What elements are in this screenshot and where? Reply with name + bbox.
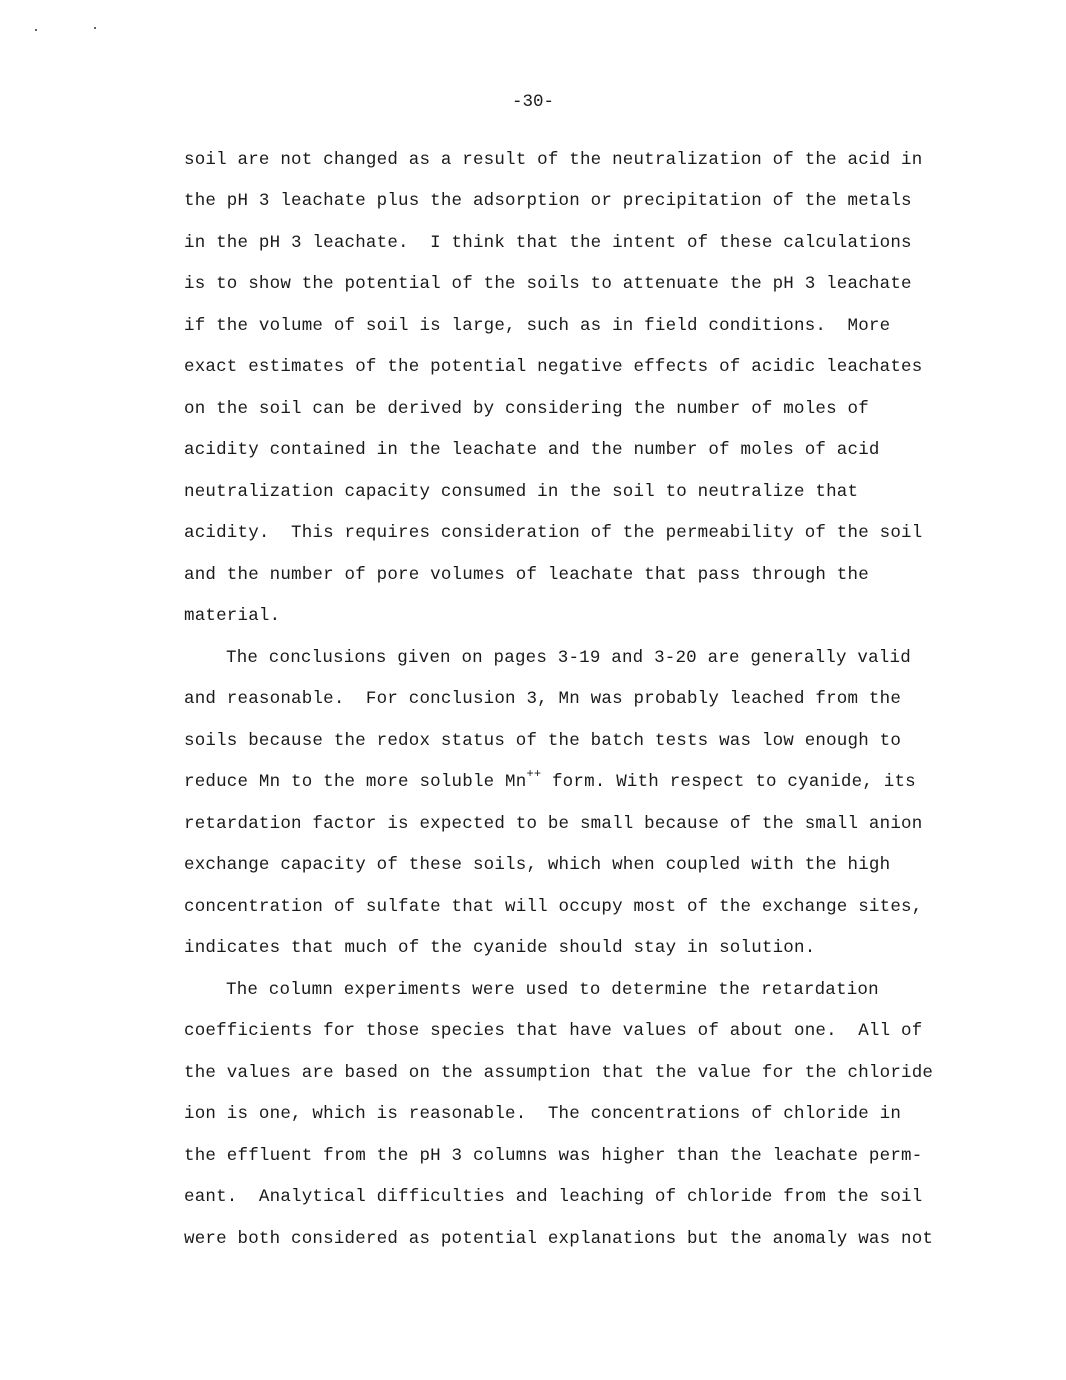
text-line: The conclusions given on pages 3-19 and 3-20 are generally valid [226,648,911,668]
text-line: neutralization capacity consumed in the soil to neutralize that [184,482,859,502]
text-line: eant. Analytical difficulties and leaching of chloride from the soil [184,1187,923,1207]
text-fragment: reduce Mn to the more soluble Mn [184,772,527,792]
text-line: ion is one, which is reasonable. The concentrations of chloride in [184,1104,902,1124]
text-line: acidity contained in the leachate and the number of moles of acid [184,440,880,460]
superscript-charge: ++ [526,767,542,782]
text-line: on the soil can be derived by considering the number of moles of [184,399,869,419]
text-line: were both considered as potential explanations but the anomaly was not [184,1229,934,1249]
text-line: retardation factor is expected to be small because of the small anion [184,814,923,834]
text-fragment: form. With respect to cyanide, its [541,772,916,792]
text-line: the pH 3 leachate plus the adsorption or precipitation of the metals [184,191,912,211]
page-number: -30- [511,92,554,112]
text-line: concentration of sulfate that will occupy most of the exchange sites, [184,897,923,917]
text-line: material. [184,606,281,626]
text-line: is to show the potential of the soils to attenuate the pH 3 leachate [184,274,912,294]
text-line: the effluent from the pH 3 columns was higher than the leachate perm- [184,1146,923,1166]
text-line: indicates that much of the cyanide should stay in solution. [184,938,816,958]
text-line: soil are not changed as a result of the neutralization of the acid in [184,150,923,170]
text-line: the values are based on the assumption that the value for the chloride [184,1063,934,1083]
text-line: The column experiments were used to determine the retardation [226,980,879,1000]
text-line: if the volume of soil is large, such as in field conditions. More [184,316,891,336]
text-line: acidity. This requires consideration of the permeability of the soil [184,523,923,543]
text-line: exact estimates of the potential negative effects of acidic leachates [184,357,923,377]
text-line: and the number of pore volumes of leachate that pass through the [184,565,869,585]
scan-speck [94,27,96,29]
text-line [184,767,916,792]
text-line: and reasonable. For conclusion 3, Mn was probably leached from the [184,689,902,709]
text-line: soils because the redox status of the batch tests was low enough to [184,731,902,751]
scan-speck [35,29,37,31]
text-line: exchange capacity of these soils, which when coupled with the high [184,855,891,875]
text-line: in the pH 3 leachate. I think that the intent of these calculations [184,233,912,253]
text-line: coefficients for those species that have values of about one. All of [184,1021,923,1041]
